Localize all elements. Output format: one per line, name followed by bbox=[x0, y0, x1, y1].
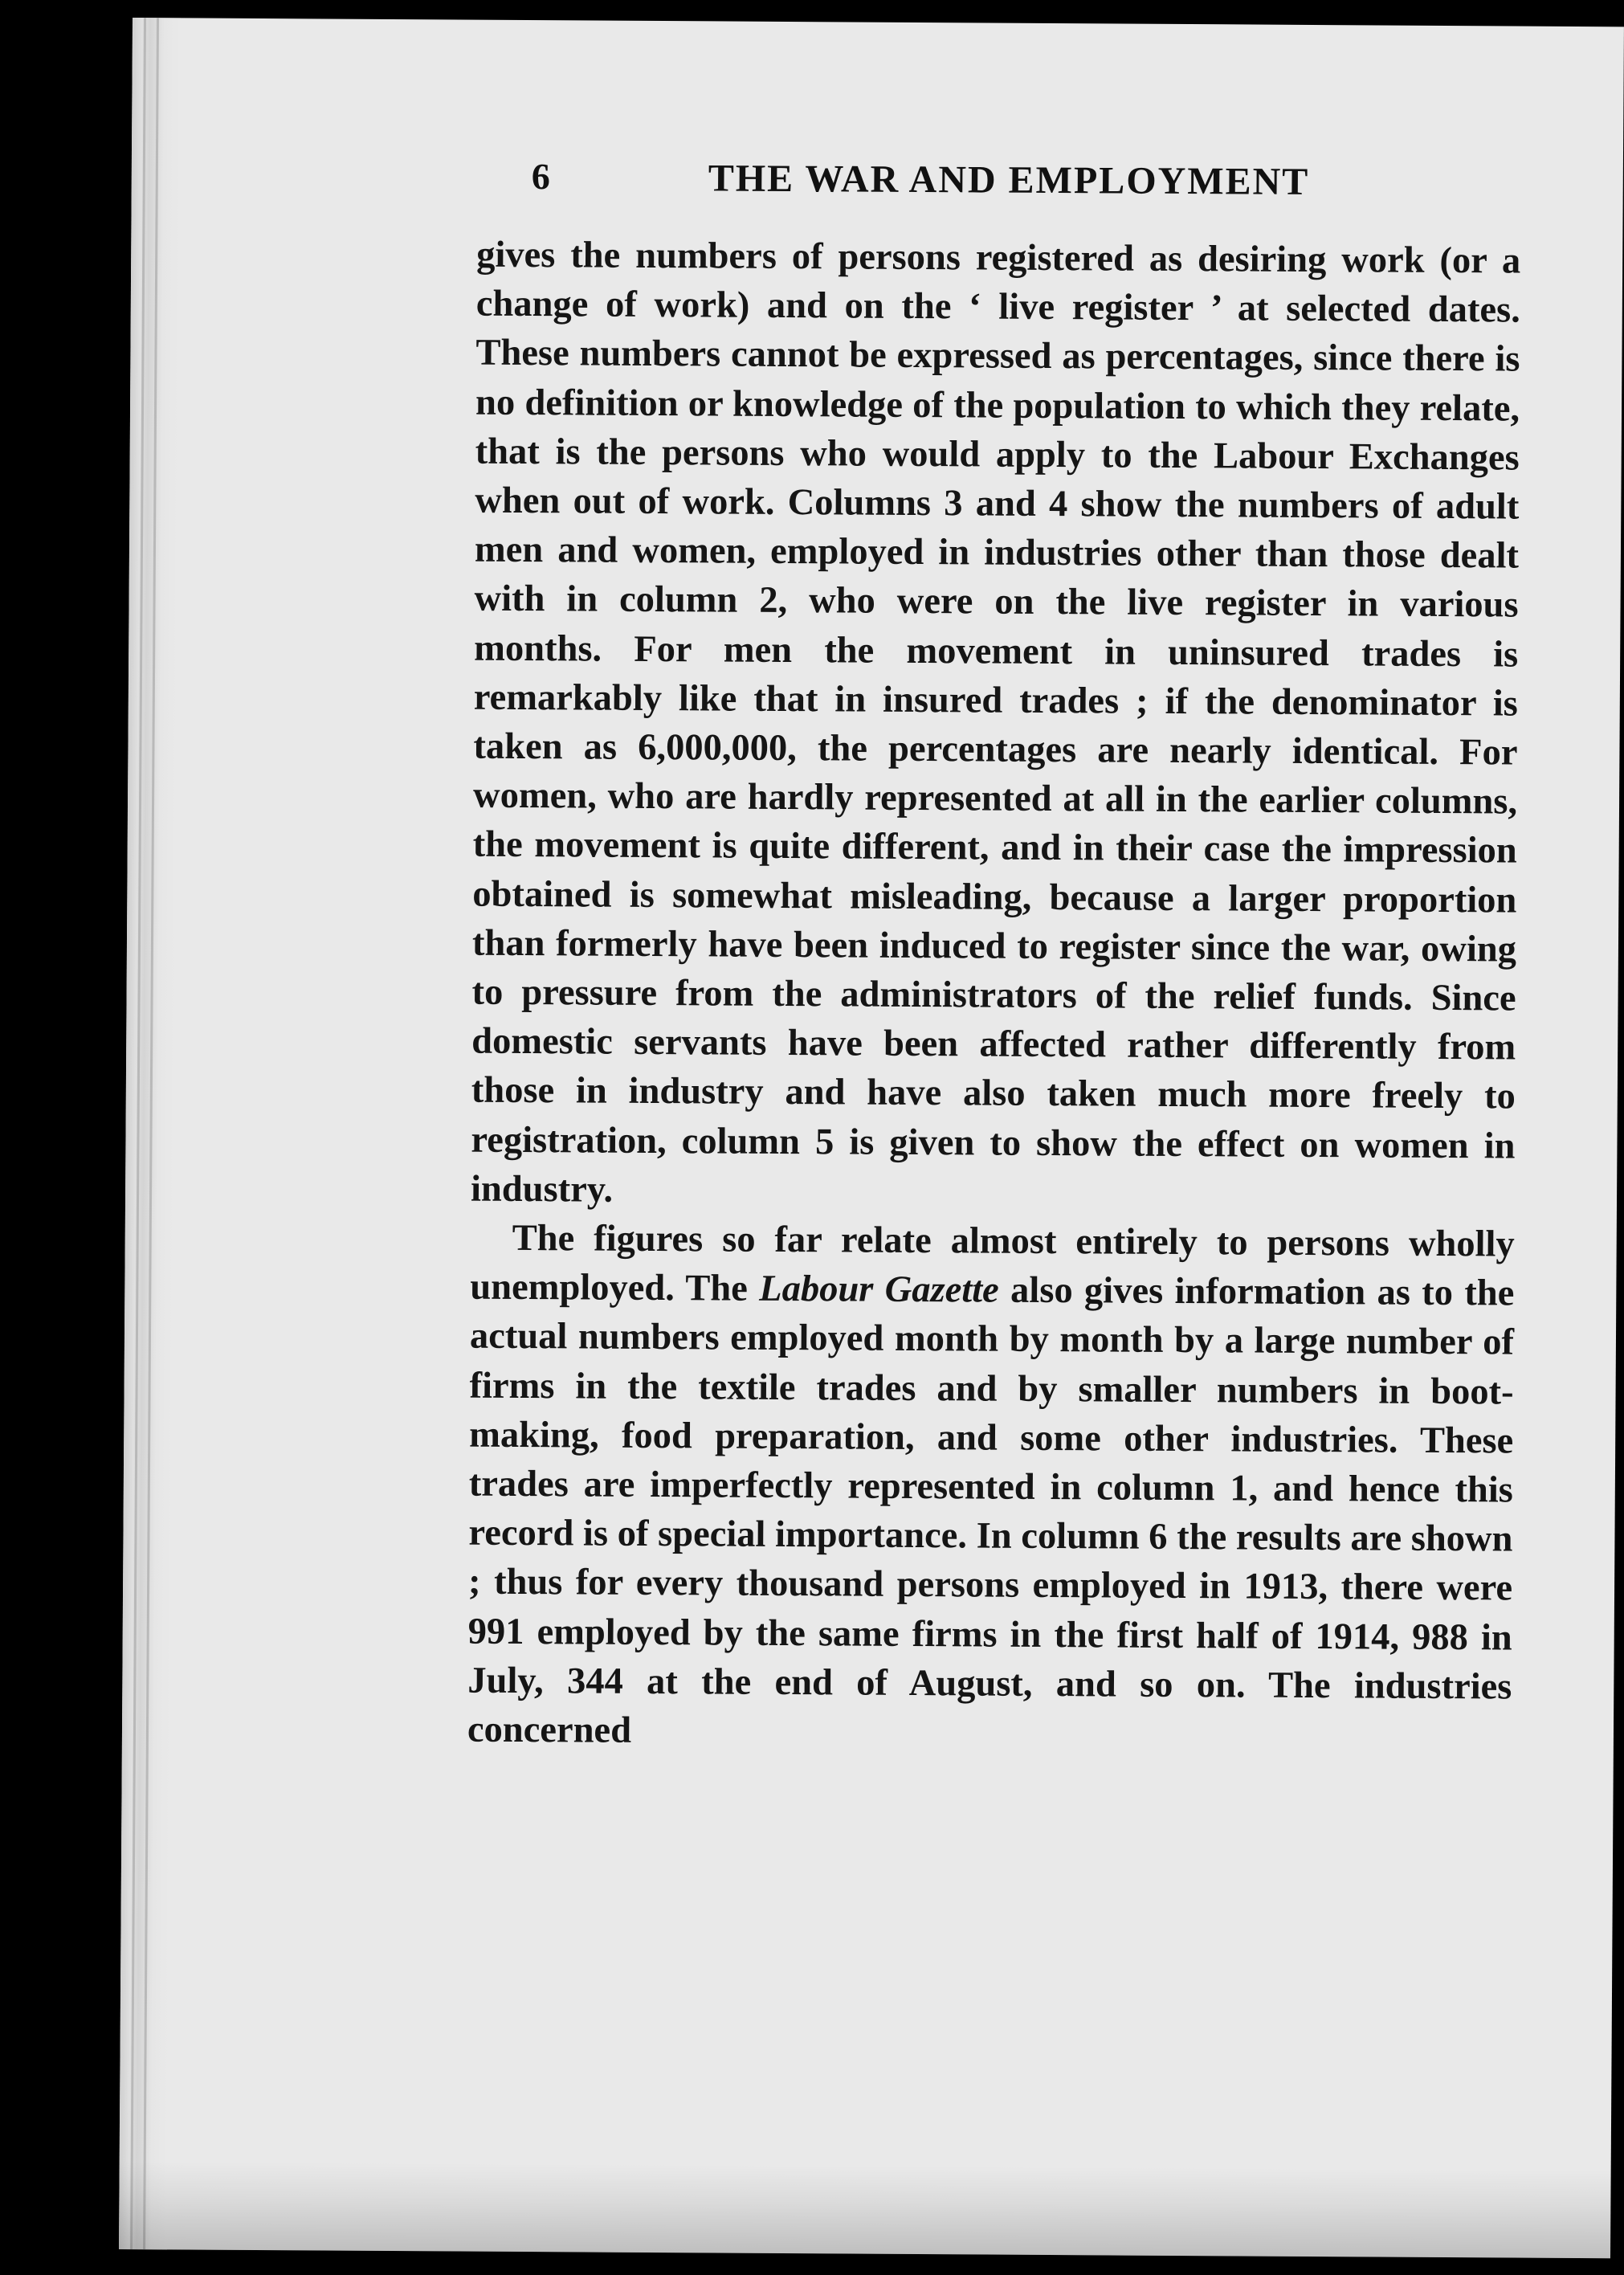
page-bottom-shadow bbox=[119, 2161, 1611, 2258]
page-binding-edge bbox=[119, 18, 181, 2249]
paragraph-text: also gives information as to the actual numbers employed month by month by a large number of firms in the textile trades and by smaller numbers in boot-making, food preparation, and some other industries. These trades are imperfectly represented in column 1, and hence this record is of special importance. In column 6 the results are shown ; thus for every thousand persons employed in 1913, there were 991 employed by the same firms in the first half of 1914, 988 in July, 344 at the end of August, and so on. The industries concerned bbox=[467, 1269, 1515, 1751]
paragraph-text: gives the numbers of persons registered as desiring work (or a change of work) and on the ‘ live register ’ at selected dates. These numbers cannot be expressed as percentages, since there is no definition or knowledge of the population to which they relate, that is the persons who would apply to the Labour Exchanges when out of work. Columns 3 and 4 show the numbers of adult men and women, employed in industries other than those dealt with in column 2, who were on the live register in various months. For men the movement in uninsured trades is remarkably like that in insured trades ; if the denominator is taken as 6,000,000, the percentages are nearly identical. For women, who are hardly represented at all in the earlier columns, the movement is quite different, and in their case the impression obtained is somewhat misleading, because a larger proportion than formerly have been induced to register since the war, owing to pressure from the administrators of the relief funds. Since domestic servants have been affected rather differently from those in industry and have also taken much more freely to registration, column 5 is given to show the effect on women in industry. bbox=[470, 234, 1521, 1211]
paragraph-text: The figures so far relate almost entirely to persons wholly unemployed. The bbox=[470, 1217, 1515, 1310]
page-edge-line bbox=[143, 18, 159, 2249]
book-page bbox=[119, 18, 1624, 2258]
page-header bbox=[532, 155, 1495, 217]
page-edge-line bbox=[130, 18, 146, 2249]
page-number: 6 bbox=[531, 156, 550, 198]
paragraph bbox=[467, 1214, 1515, 1761]
body-text bbox=[467, 231, 1521, 1761]
running-title: THE WAR AND EMPLOYMENT bbox=[708, 157, 1310, 203]
paragraph bbox=[471, 231, 1520, 1220]
publication-title: Labour Gazette bbox=[759, 1268, 999, 1311]
